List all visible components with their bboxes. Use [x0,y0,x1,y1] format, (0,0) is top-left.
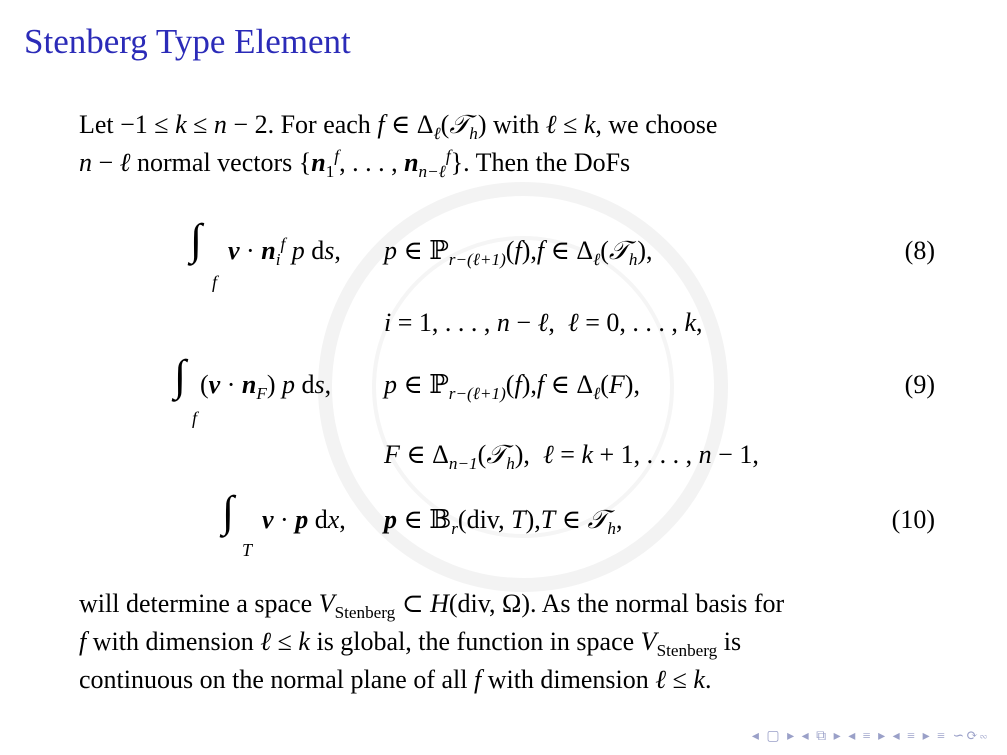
equation-9-number: (9) [904,370,935,399]
integral-sign: ∫ [190,215,203,264]
page-title: Stenberg Type Element [24,22,351,61]
conclusion-paragraph [79,585,959,699]
integral-subscript: T [242,540,253,560]
beamer-navigation-bar[interactable]: ◂ ▢ ▸ ◂ ⧉ ▸ ◂ ≡ ▸ ◂ ≡ ▸ ≡ ∽⟳∾ [751,729,989,744]
intro-line-2: n − ℓ normal vectors {$n_1^f$, . . . , $n_{n-\ell}^f$}. Then the DoFs [79,146,631,182]
equation-9-rhs-2: F ∈ $\Delta_{n-1}(𝒯_h)$, ℓ = k + 1, . . . , n − 1, [384,440,759,474]
equation-10-number: (10) [891,505,935,534]
equation-10-lhs: v · p dx, [262,505,346,534]
intro-paragraph [79,106,959,182]
integral-sign: ∫ [174,351,187,400]
conclusion-line-1: will determine a space $V_{Stenberg}$ ⊂ H(div, Ω). As the normal basis for [79,589,785,623]
conclusion-line-3: continuous on the normal plane of all f with dimension ℓ ≤ k. [79,665,712,694]
equation-8-rhs-1: p ∈ ℙ$_{r-(\ell+1)}$(f),f ∈ $\Delta_\ell(𝒯_h)$, [384,236,653,270]
integral-subscript: f [192,408,198,428]
equation-8-number: (8) [904,236,935,265]
equation-9-lhs: $(v \cdot n_F)$ p ds, [200,370,332,404]
equation-8-lhs: $v \cdot n_i^f$ p ds, [228,234,341,270]
equation-9-rhs-1: p ∈ ℙ$_{r-(\ell+1)}$(f),f ∈ $\Delta_\ell(F)$, [384,370,640,404]
integral-sign: ∫ [222,487,235,536]
equation-10-rhs: p ∈ 𝔹$_r$(div, T),T ∈ 𝒯$_h$, [384,505,623,539]
conclusion-line-2: f with dimension ℓ ≤ k is global, the function in space $V_{Stenberg}$ is [79,627,742,661]
intro-line-1: Let −1 ≤ k ≤ n − 2. For each f ∈ $\Delta_\ell(𝒯_h)$ with ℓ ≤ k, we choose [79,110,718,144]
integral-subscript: f [212,272,218,292]
equation-8-rhs-2: i = 1, . . . , n − ℓ, ℓ = 0, . . . , k, [384,308,703,337]
